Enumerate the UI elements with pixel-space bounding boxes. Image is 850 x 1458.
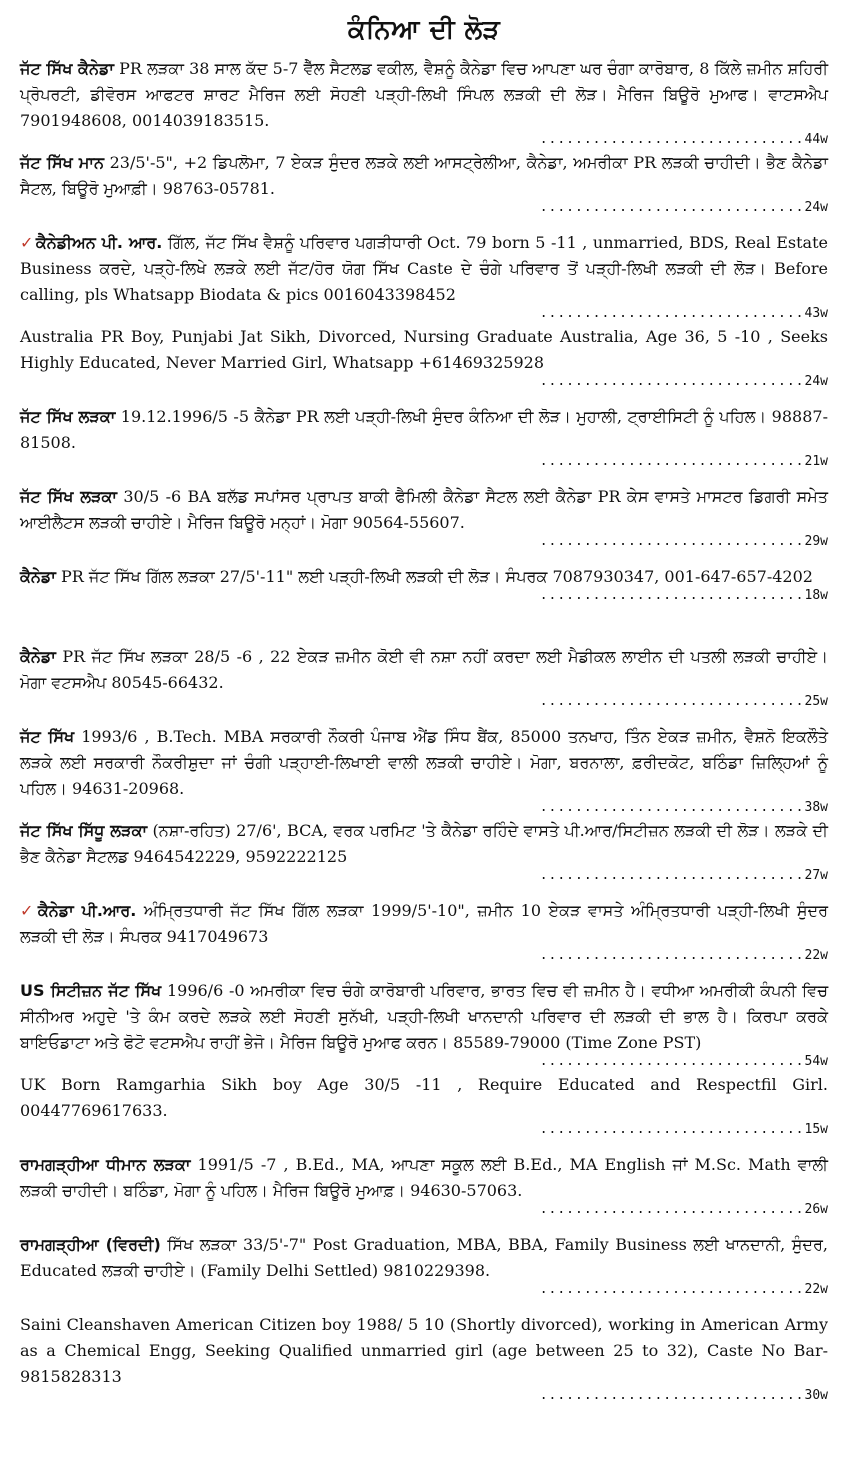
ad-heading: ਜੱਟ ਸਿੱਖ ਮਾਨ [20,153,104,172]
word-count-code: 22w [804,1282,828,1297]
checkmark-icon: ✓ [20,901,36,920]
ad-text [20,564,828,590]
classified-ad [20,564,828,642]
ad-text [20,644,828,696]
classified-ad [20,898,828,976]
leader-dots: .............................. [539,306,805,321]
ad-word-count [20,1282,828,1298]
ad-heading: ਕੈਨੇਡਾ [20,647,56,666]
ad-body: Australia PR Boy, Punjabi Jat Sikh, Divorced, Nursing Graduate Australia, Age 36, 5 -10 , Seeks Highly Educated, Never Married Girl, Whatsapp +61469325928 [20,327,828,372]
ad-heading: ਜੱਟ ਸਿੱਖ ਕੈਨੇਡਾ [20,59,114,78]
ad-body: (ਨਸ਼ਾ-ਰਹਿਤ) 27/6', BCA, ਵਰਕ ਪਰਮਿਟ 'ਤੇ ਕੈਨੇਡਾ ਰਹਿੰਦੇ ਵਾਸਤੇ ਪੀ.ਆਰ/ਸਿਟੀਜ਼ਨ ਲੜਕੀ ਦੀ ਲੋੜ। ਲੜਕੇ ਦੀ ਭੈਣ ਕੈਨੇਡਾ ਸੈਟਲਡ 9464542229, 9592222125 [20,821,828,866]
word-count-code: 43w [804,306,828,321]
leader-dots: .............................. [539,1202,805,1217]
word-count-code: 24w [804,200,828,215]
leader-dots: .............................. [539,868,805,883]
ad-text [20,484,828,536]
ad-text [20,1232,828,1284]
classified-ad [20,644,828,722]
ad-word-count [20,868,828,884]
classified-ad [20,56,828,148]
ad-word-count [20,306,828,322]
ad-word-count [20,800,828,816]
ad-body: 1991/5 -7 , B.Ed., MA, ਆਪਣਾ ਸਕੂਲ ਲਈ B.Ed., MA English ਜਾਂ M.Sc. Math ਵਾਲੀ ਲੜਕੀ ਚਾਹੀਦੀ। ਬਠਿੰਡਾ, ਮੋਗਾ ਨੂੰ ਪਹਿਲ। ਮੈਰਿਜ ਬਿਊਰੋ ਮੁਆਫ਼। 94630-57063. [20,1155,828,1200]
ad-word-count [20,694,828,710]
word-count-code: 21w [804,454,828,469]
page-title: ਕੰਨਿਆ ਦੀ ਲੋੜ [347,15,501,45]
leader-dots: .............................. [539,132,805,147]
leader-dots: .............................. [539,1388,805,1403]
ad-heading: ਰਾਮਗੜ੍ਹੀਆ ਧੀਮਾਨ ਲੜਕਾ [20,1155,191,1174]
ad-body: 1996/6 -0 ਅਮਰੀਕਾ ਵਿਚ ਚੰਗੇ ਕਾਰੋਬਾਰੀ ਪਰਿਵਾਰ, ਭਾਰਤ ਵਿਚ ਵੀ ਜ਼ਮੀਨ ਹੈ। ਵਧੀਆ ਅਮਰੀਕੀ ਕੰਪਨੀ ਵਿਚ ਸੀਨੀਅਰ ਅਹੁਦੇ 'ਤੇ ਕੰਮ ਕਰਦੇ ਲੜਕੇ ਲਈ ਸੋਹਣੀ ਸੁਨੱਖੀ, ਪੜ੍ਹੀ-ਲਿਖੀ ਖਾਨਦਾਨੀ ਪਰਿਵਾਰ ਦੀ ਲੜਕੀ ਦੀ ਭਾਲ ਹੈ। ਕਿਰਪਾ ਕਰਕੇ ਬਾਇਓਡਾਟਾ ਅਤੇ ਫੋਟੋ ਵਟਸਐਪ ਰਾਹੀਂ ਭੇਜੋ। ਮੈਰਿਜ ਬਿਊਰੋ ਮੁਆਫ ਕਰਨ। 85589-79000 (Time Zone PST) [20,981,828,1052]
classified-ad [20,978,828,1070]
ad-heading: ਕੈਨੇਡਾ [20,567,56,586]
ad-body: PR ਜੱਟ ਸਿੱਖ ਲੜਕਾ 28/5 -6 , 22 ਏਕੜ ਜ਼ਮੀਨ ਕੋਈ ਵੀ ਨਸ਼ਾ ਨਹੀਂ ਕਰਦਾ ਲਈ ਮੈਡੀਕਲ ਲਾਈਨ ਦੀ ਪਤਲੀ ਲੜਕੀ ਚਾਹੀਏ। ਮੋਗਾ ਵਟਸਐਪ 80545-66432. [20,647,828,692]
classified-ad [20,1072,828,1150]
word-count-code: 25w [804,694,828,709]
ad-text [20,1312,828,1390]
word-count-code: 29w [804,534,828,549]
ad-heading: ਜੱਟ ਸਿੱਖ ਲੜਕਾ [20,487,118,506]
ad-word-count [20,132,828,148]
word-count-code: 26w [804,1202,828,1217]
word-count-code: 18w [804,588,828,603]
word-count-code: 30w [804,1388,828,1403]
leader-dots: .............................. [539,1282,805,1297]
classified-ad [20,484,828,562]
classified-ad [20,324,828,402]
ad-body: ਸਿੱਖ ਲੜਕਾ 33/5'-7" Post Graduation, MBA, BBA, Family Business ਲਈ ਖਾਨਦਾਨੀ, ਸੁੰਦਰ, Educated ਲੜਕੀ ਚਾਹੀਏ। (Family Delhi Settled) 9810229398. [20,1235,828,1280]
ad-word-count [20,1388,828,1404]
ad-heading: US ਸਿਟੀਜ਼ਨ ਜੱਟ ਸਿੱਖ [20,981,162,1000]
ad-body: ਅੰਮ੍ਰਿਤਧਾਰੀ ਜੱਟ ਸਿੱਖ ਗਿੱਲ ਲੜਕਾ 1999/5'-10", ਜ਼ਮੀਨ 10 ਏਕੜ ਵਾਸਤੇ ਅੰਮ੍ਰਿਤਧਾਰੀ ਪੜ੍ਹੀ-ਲਿਖੀ ਸੁੰਦਰ ਲੜਕੀ ਦੀ ਲੋੜ। ਸੰਪਰਕ 9417049673 [20,901,828,946]
classified-ad [20,818,828,896]
ad-text [20,56,828,134]
leader-dots: .............................. [539,1054,805,1069]
ad-word-count [20,374,828,390]
ad-body: ਗਿੱਲ, ਜੱਟ ਸਿੱਖ ਵੈਸ਼ਨੂੰ ਪਰਿਵਾਰ ਪਗੜੀਧਾਰੀ Oct. 79 born 5 -11 , unmarried, BDS, Real Estate Business ਕਰਦੇ, ਪੜ੍ਹੇ-ਲਿਖੇ ਲੜਕੇ ਲਈ ਜੱਟ/ਹੋਰ ਯੋਗ ਸਿੱਖ Caste ਦੇ ਚੰਗੇ ਪਰਿਵਾਰ ਤੋਂ ਪੜ੍ਹੀ-ਲਿਖੀ ਲੜਕੀ ਦੀ ਲੋੜ। Before calling, pls Whatsapp Biodata & pics 0016043398452 [20,233,828,304]
word-count-code: 24w [804,374,828,389]
word-count-code: 54w [804,1054,828,1069]
ad-heading: ਜੱਟ ਸਿੱਖ ਲੜਕਾ [20,407,116,426]
ad-text [20,1152,828,1204]
ad-text [20,1072,828,1124]
leader-dots: .............................. [539,200,805,215]
ad-text [20,230,828,308]
word-count-code: 27w [804,868,828,883]
ad-text [20,150,828,202]
classified-ad [20,404,828,482]
leader-dots: .............................. [539,694,805,709]
ad-word-count [20,534,828,550]
ad-heading: ਕੈਨੇਡੀਅਨ ਪੀ. ਆਰ. [35,233,163,252]
leader-dots: .............................. [539,1122,805,1137]
classified-ad [20,1232,828,1310]
ad-body: PR ਜੱਟ ਸਿੱਖ ਗਿੱਲ ਲੜਕਾ 27/5'-11" ਲਈ ਪੜ੍ਹੀ-ਲਿਖੀ ਲੜਕੀ ਦੀ ਲੋੜ। ਸੰਪਰਕ 7087930347, 001-647-657-4202 [55,567,813,586]
ad-word-count [20,1202,828,1218]
ad-text [20,978,828,1056]
ad-body: 23/5'-5", +2 ਡਿਪਲੋਮਾ, 7 ਏਕੜ ਸੁੰਦਰ ਲੜਕੇ ਲਈ ਆਸਟ੍ਰੇਲੀਆ, ਕੈਨੇਡਾ, ਅਮਰੀਕਾ PR ਲੜਕੀ ਚਾਹੀਦੀ। ਭੈਣ ਕੈਨੇਡਾ ਸੈਟਲ, ਬਿਊਰੋ ਮੁਆਫ਼ੀ। 98763-05781. [20,153,828,198]
ad-word-count [20,948,828,964]
ad-body: PR ਲੜਕਾ 38 ਸਾਲ ਕੱਦ 5-7 ਵੈੱਲ ਸੈਟਲਡ ਵਕੀਲ, ਵੈਸ਼ਨੂੰ ਕੈਨੇਡਾ ਵਿਚ ਆਪਣਾ ਘਰ ਚੰਗਾ ਕਾਰੋਬਾਰ, 8 ਕਿੱਲੇ ਜ਼ਮੀਨ ਸ਼ਹਿਰੀ ਪ੍ਰੋਪਰਟੀ, ਡੀਵੋਰਸ ਆਫਟਰ ਸ਼ਾਰਟ ਮੈਰਿਜ ਲਈ ਸੋਹਣੀ ਪੜ੍ਹੀ-ਲਿਖੀ ਸਿੰਪਲ ਲੜਕੀ ਦੀ ਲੋੜ। ਮੈਰਿਜ ਬਿਊਰੋ ਮੁਆਫ। ਵਾਟਸਐਪ 7901948608, 0014039183515. [20,59,829,130]
ad-body: 1993/6 , B.Tech. MBA ਸਰਕਾਰੀ ਨੌਕਰੀ ਪੰਜਾਬ ਐਂਡ ਸਿੰਧ ਬੈਂਕ, 85000 ਤਨਖਾਹ, ਤਿੰਨ ਏਕੜ ਜ਼ਮੀਨ, ਵੈਸ਼ਨੋ ਇਕਲੌਤੇ ਲੜਕੇ ਲਈ ਸਰਕਾਰੀ ਨੌਕਰੀਸ਼ੁਦਾ ਜਾਂ ਚੰਗੀ ਪੜ੍ਹਾਈ-ਲਿਖਾਈ ਵਾਲੀ ਲੜਕੀ ਚਾਹੀਏ। ਮੋਗਾ, ਬਰਨਾਲਾ, ਫ਼ਰੀਦਕੋਟ, ਬਠਿੰਡਾ ਜ਼ਿਲ੍ਹਿਆਂ ਨੂੰ ਪਹਿਲ। 94631-20968. [20,727,829,798]
leader-dots: .............................. [539,588,805,603]
leader-dots: .............................. [539,534,805,549]
ad-word-count [20,454,828,470]
ad-heading: ਜੱਟ ਸਿੱਖ [20,727,75,746]
ad-heading: ਕੈਨੇਡਾ ਪੀ.ਆਰ. [37,901,137,920]
ad-word-count [20,1054,828,1070]
ad-text [20,818,828,870]
classified-ad [20,1152,828,1230]
ads-list [20,56,828,1404]
ad-text [20,724,828,802]
word-count-code: 38w [804,800,828,815]
word-count-code: 22w [804,948,828,963]
leader-dots: .............................. [539,800,805,815]
checkmark-icon: ✓ [20,233,34,252]
ad-text [20,898,828,950]
classified-ad [20,1312,828,1404]
ad-body: 19.12.1996/5 -5 ਕੈਨੇਡਾ PR ਲਈ ਪੜ੍ਹੀ-ਲਿਖੀ ਸੁੰਦਰ ਕੰਨਿਆ ਦੀ ਲੋੜ। ਮੁਹਾਲੀ, ਟ੍ਰਾਈਸਿਟੀ ਨੂੰ ਪਹਿਲ। 98887-81508. [20,407,828,452]
ad-word-count [20,588,828,604]
ad-text [20,404,828,456]
word-count-code: 44w [804,132,828,147]
leader-dots: .............................. [539,374,805,389]
ad-body: 30/5 -6 BA ਬਲੱਡ ਸਪਾਂਸਰ ਪ੍ਰਾਪਤ ਬਾਕੀ ਫੈਮਿਲੀ ਕੈਨੇਡਾ ਸੈਟਲ ਲਈ ਕੈਨੇਡਾ PR ਕੇਸ ਵਾਸਤੇ ਮਾਸਟਰ ਡਿਗਰੀ ਸਮੇਤ ਆਈਲੈਟਸ ਲੜਕੀ ਚਾਹੀਏ। ਮੈਰਿਜ ਬਿਊਰੋ ਮਨ੍ਹਾਂ। ਮੋਗਾ 90564-55607. [20,487,828,532]
classified-ad [20,230,828,322]
word-count-code: 15w [804,1122,828,1137]
ad-heading: ਜੱਟ ਸਿੱਖ ਸਿੱਧੂ ਲੜਕਾ [20,821,148,840]
ad-body: UK Born Ramgarhia Sikh boy Age 30/5 -11 , Require Educated and Respectfil Girl. 00447769617633. [20,1075,828,1120]
ad-text [20,324,828,376]
classified-ad [20,724,828,816]
classified-ad [20,150,828,228]
ad-word-count [20,1122,828,1138]
ad-word-count [20,200,828,216]
leader-dots: .............................. [539,454,805,469]
leader-dots: .............................. [539,948,805,963]
ad-body: Saini Cleanshaven American Citizen boy 1988/ 5 10 (Shortly divorced), working in American Army as a Chemical Engg, Seeking Qualified unmarried girl (age between 25 to 32), Caste No Bar- 9815828313 [20,1315,828,1386]
ad-heading: ਰਾਮਗੜ੍ਹੀਆ (ਵਿਰਦੀ) [20,1235,161,1254]
